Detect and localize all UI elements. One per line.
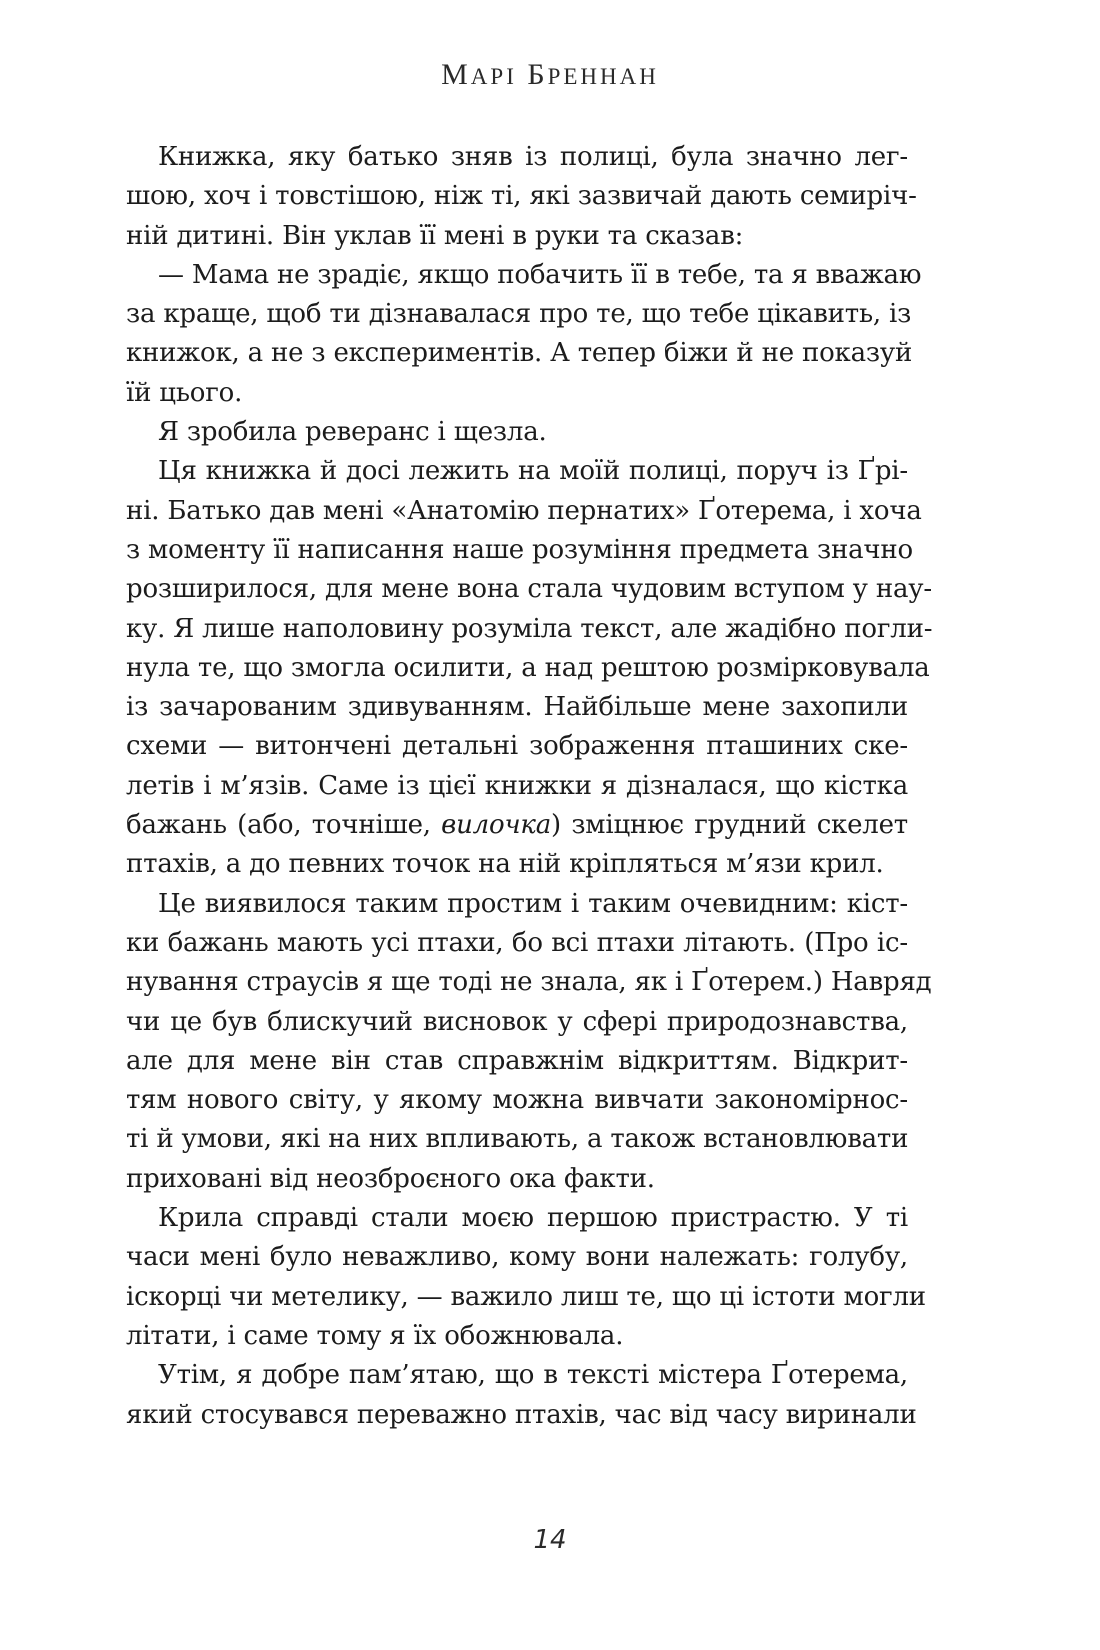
text-line: літати, і саме тому я їх обожнювала. [126, 1320, 624, 1351]
author-rest-2: РЕННАН [547, 64, 659, 89]
text-line: ки бажань мають усі птахи, бо всі птахи літають. (Про іс- [126, 927, 908, 958]
text-line: Крила справді стали моєю першою пристрастю. У ті [158, 1203, 908, 1234]
text-line: іскорці чи метелику, — важило лиш те, що ці істоти могли [126, 1281, 926, 1312]
text-line: який стосувався переважно птахів, час від часу виринали [126, 1399, 917, 1430]
author-initial-1: М [441, 58, 471, 91]
body-text [126, 138, 933, 1435]
text-line: книжок, а не з експериментів. А тепер біжи й не показуй [126, 338, 913, 369]
text-line: із зачарованим здивуванням. Найбільше мене захопили [126, 692, 908, 723]
text-line: розширилося, для мене вона стала чудовим вступом у нау- [126, 574, 932, 605]
text-line: шою, хоч і товстішою, ніж ті, які зазвичай дають семиріч- [126, 181, 917, 212]
text-line: чи це був блискучий висновок у сфері природознавства, [126, 1006, 908, 1037]
text-line: летів і м’язів. Саме із цієї книжки я дізналася, що кістка [126, 770, 908, 801]
page-number: 14 [533, 1525, 567, 1555]
running-head [0, 58, 1100, 92]
text-line: птахів, а до певних точок на ній кріпляться м’язи крил. [126, 849, 884, 880]
text-line: — Мама не зрадіє, якщо побачить її в тебе, та я вважаю [158, 259, 922, 290]
text-line: за краще, щоб ти дізнавалася про те, що тебе цікавить, із [126, 299, 912, 330]
text-line: ку. Я лише наполовину розуміла текст, але жадібно погли- [126, 613, 933, 644]
text-line: Ця книжка й досі лежить на моїй полиці, поруч із Ґрі- [158, 456, 908, 487]
text-line: схеми — витончені детальні зображення пташиних ске- [126, 731, 908, 762]
text-line: їй цього. [126, 377, 243, 408]
text-line: Це виявилося таким простим і таким очевидним: кіст- [158, 888, 908, 919]
text-line: Книжка, яку батько зняв із полиці, була значно лег- [158, 142, 908, 172]
text-line: приховані від неозброєного ока факти. [126, 1163, 655, 1194]
text-line: ті й умови, які на них впливають, а також встановлювати [126, 1124, 909, 1155]
text-line: ній дитині. Він уклав її мені в руки та сказав: [126, 220, 744, 251]
italic-term: вилочка [441, 810, 552, 841]
text-line: з моменту її написання наше розуміння предмета значно [126, 534, 913, 565]
text-segment: бажань (або, точніше, [126, 810, 442, 841]
text-line: тям нового світу, у якому можна вивчати закономірнос- [126, 1085, 908, 1116]
text-line: ні. Батько дав мені «Анатомію пернатих» Ґотерема, і хоча [126, 495, 922, 526]
text-line: нування страусів я ще тоді не знала, як і Ґотерем.) Навряд [126, 967, 932, 998]
author-initial-2: Б [527, 58, 548, 91]
text-line: але для мене він став справжнім відкриттям. Відкрит- [126, 1045, 908, 1076]
text-line: нула те, що змогла осилити, а над рештою розмірковувала [126, 652, 930, 683]
text-segment: ) зміцнює грудний скелет [551, 810, 908, 841]
text-line: Я зробила реверанс і щезла. [158, 417, 547, 448]
text-line: часи мені було неважливо, кому вони належать: голубу, [126, 1242, 908, 1273]
author-rest-1: АРІ [470, 64, 517, 89]
text-line [126, 806, 908, 845]
text-line: Утім, я добре пам’ятаю, що в тексті містера Ґотерема, [158, 1360, 908, 1391]
